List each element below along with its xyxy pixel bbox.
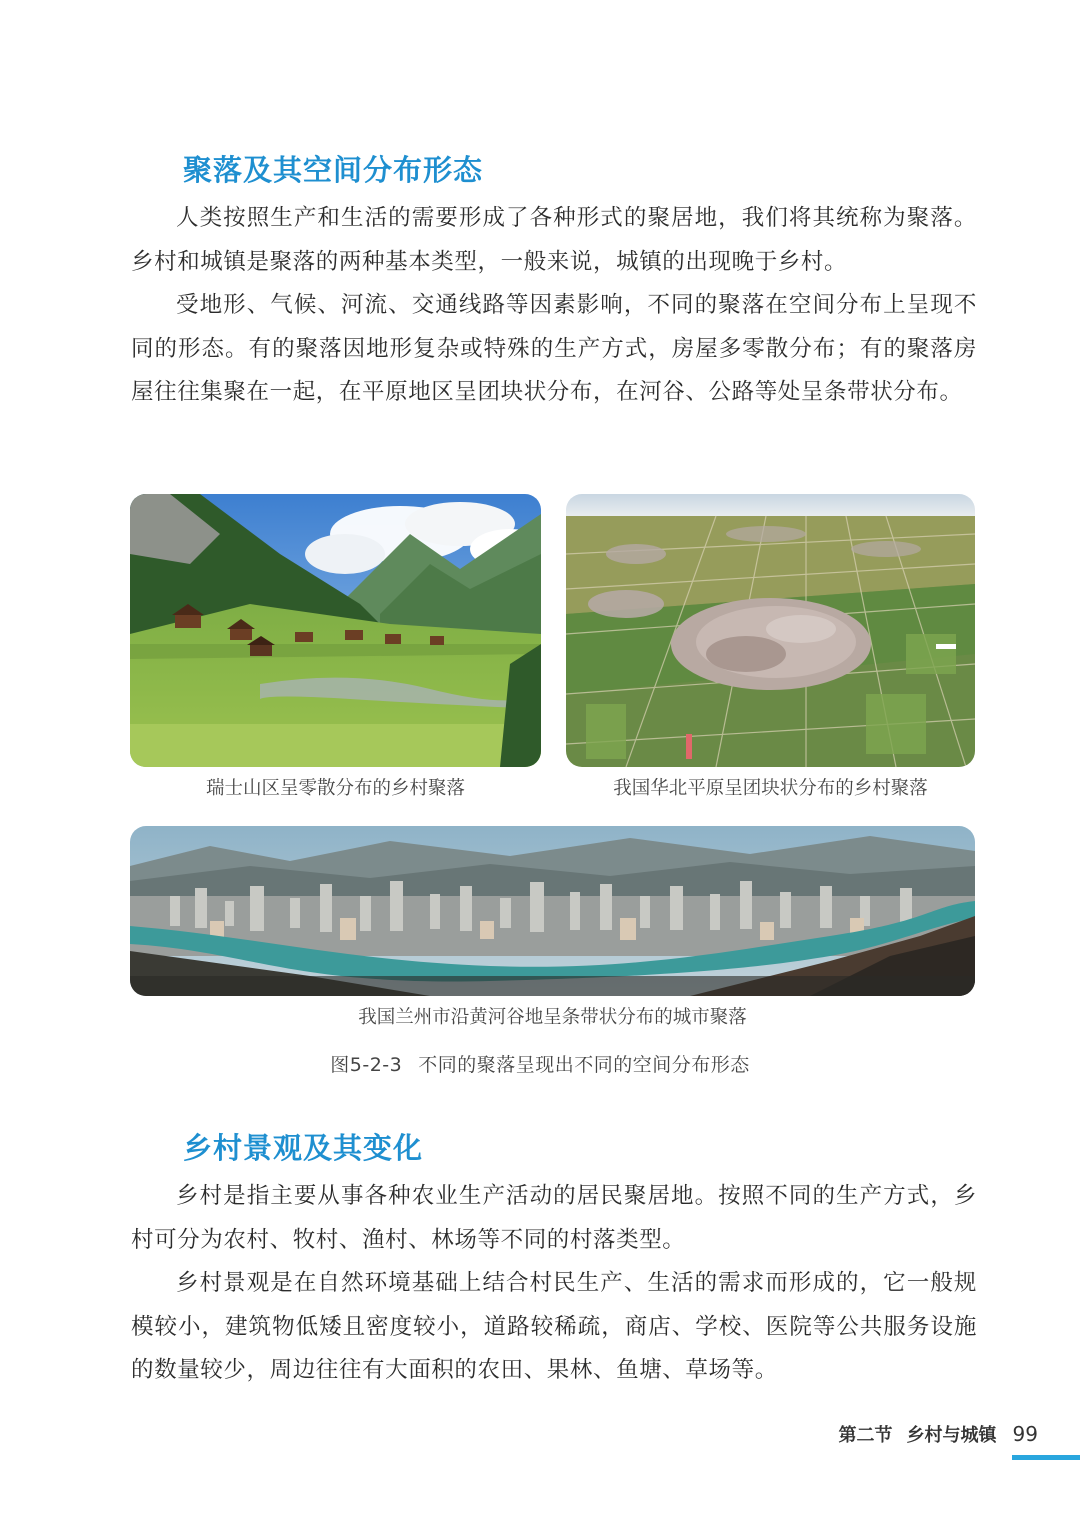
photo-swiss-mountain-village — [130, 494, 541, 767]
figure-title — [0, 1050, 1080, 1077]
photo-north-china-plain-village — [566, 494, 975, 767]
paragraph: 乡村是指主要从事各种农业生产活动的居民聚居地。按照不同的生产方式，乡村可分为农村、牧村、渔村、林场等不同的村落类型。 — [131, 1183, 977, 1253]
page-number: 99 — [1012, 1422, 1038, 1446]
photo-lanzhou-city — [130, 826, 975, 996]
photo-lanzhou-city-image — [130, 826, 975, 996]
figure-number: 图5-2-3 — [330, 1054, 403, 1076]
paragraph: 人类按照生产和生活的需要形成了各种形式的聚居地，我们将其统称为聚落。乡村和城镇是聚落的两种基本类型，一般来说，城镇的出现晚于乡村。 — [131, 205, 977, 275]
footer-accent-bar — [1012, 1455, 1080, 1460]
footer-section: 第二节 — [838, 1425, 893, 1446]
section-heading-settlements: 聚落及其空间分布形态 — [183, 153, 484, 187]
photo-caption: 瑞士山区呈零散分布的乡村聚落 — [205, 778, 465, 799]
section-heading-rural-landscape: 乡村景观及其变化 — [183, 1131, 424, 1165]
photo-north-china-plain-village-image — [566, 494, 975, 767]
photo-caption: 我国华北平原呈团块状分布的乡村聚落 — [613, 778, 928, 799]
photo-caption: 我国兰州市沿黄河谷地呈条带状分布的城市聚落 — [358, 1007, 747, 1028]
paragraph: 受地形、气候、河流、交通线路等因素影响，不同的聚落在空间分布上呈现不同的形态。有的聚落因地形复杂或特殊的生产方式，房屋多零散分布；有的聚落房屋往往集聚在一起，在平原地区呈团块状分布，在河谷、公路等处呈条带状分布。 — [131, 292, 977, 405]
figure-title-text: 不同的聚落呈现出不同的空间分布形态 — [418, 1054, 750, 1076]
photo-swiss-mountain-village-image — [130, 494, 541, 767]
footer-chapter: 乡村与城镇 — [906, 1425, 997, 1446]
paragraph: 乡村景观是在自然环境基础上结合村民生产、生活的需求而形成的，它一般规模较小，建筑物低矮且密度较小，道路较稀疏，商店、学校、医院等公共服务设施的数量较少，周边往往有大面积的农田、果林、鱼塘、草场等。 — [131, 1270, 977, 1383]
page-footer — [839, 1421, 1038, 1447]
